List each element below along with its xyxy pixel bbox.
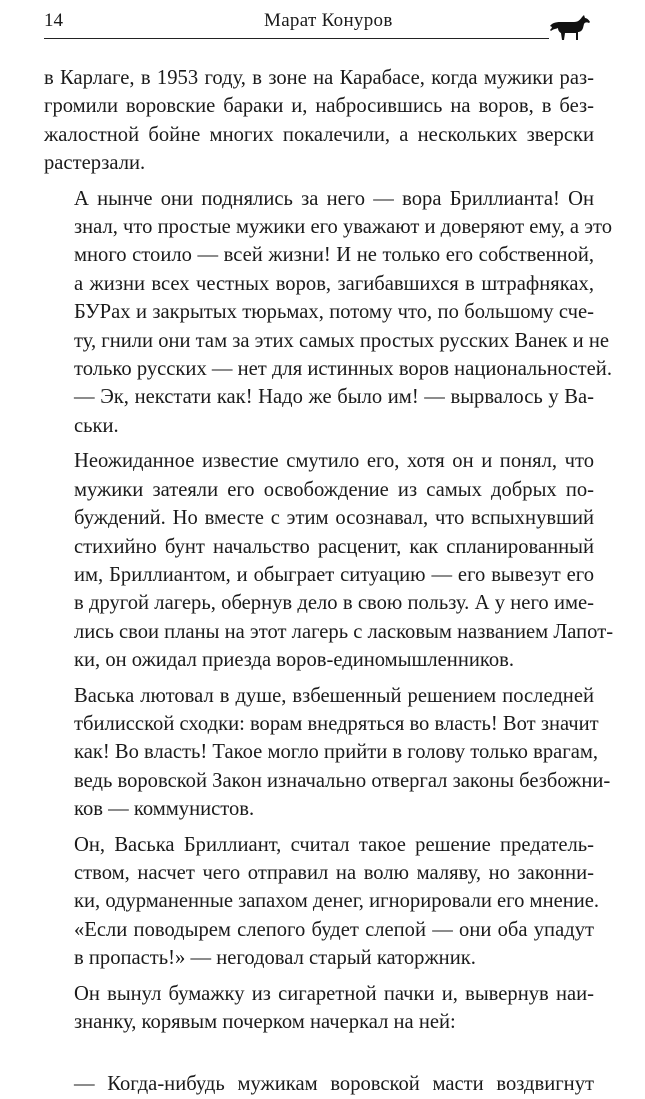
text-line: лись свои планы на этот лагерь с ласковым названием Лапот- — [74, 620, 614, 643]
paragraph-6 — [44, 831, 600, 916]
text-line: ки, он ожидал приезда воров-единомышленников. — [74, 649, 514, 672]
author-name: Марат Конуров — [264, 10, 393, 31]
paragraph-3 — [44, 383, 594, 440]
text-line: мужики затеяли его освобождение из самых добрых по- — [74, 478, 594, 501]
paragraph-9 — [44, 1070, 594, 1098]
text-line: стихийно бунт начальство расценит, как спланированный — [74, 535, 594, 558]
text-line: ки, одурманенные запахом денег, игнорировали его мнение. — [74, 890, 600, 913]
text-line: в Карлаге, в 1953 году, в зоне на Карабасе, когда мужики раз- — [44, 67, 594, 89]
paragraph-4 — [44, 447, 614, 674]
text-line: Неожиданное известие смутило его, хотя он и понял, что — [74, 450, 594, 473]
paragraph-2 — [44, 185, 613, 384]
text-line: Он, Васька Бриллиант, считал такое решение предатель- — [74, 833, 594, 856]
text-line: много стоило — всей жизни! И не только его собственной, — [74, 244, 594, 267]
text-line: ту, гнили они там за этих самых простых русских Ванек и не — [74, 329, 609, 352]
text-line: ством, насчет чего отправил на волю маляву, но законни- — [74, 861, 594, 884]
paragraph-8 — [44, 980, 594, 1037]
text-line: ков — коммунистов. — [74, 798, 255, 821]
text-line: жалостной бойне многих покалечили, а нескольких зверски — [44, 123, 594, 146]
text-line: в другой лагерь, обернув дело в свою пользу. А у него име- — [74, 592, 594, 615]
text-line: Он вынул бумажку из сигаретной пачки и, вывернув наи- — [74, 982, 594, 1005]
text-line: ведь воровской Закон изначально отвергал законы безбожни- — [74, 769, 611, 792]
text-line: знал, что простые мужики его уважают и доверяют ему, а это — [74, 216, 613, 239]
running-header — [44, 8, 599, 36]
paragraph-1 — [44, 64, 594, 178]
page-number: 14 — [44, 10, 63, 31]
text-line: знанку, корявым почерком начеркал на ней: — [74, 1011, 456, 1033]
text-line: громили воровские бараки и, набросившись на воров, в без- — [44, 95, 594, 118]
text-line: как! Во власть! Такое могло прийти в голову только врагам, — [74, 741, 599, 764]
text-line: А нынче они поднялись за него — вора Бриллианта! Он — [74, 187, 594, 210]
text-line: — Когда-нибудь мужикам воровской масти воздвигнут — [74, 1073, 594, 1096]
body-text — [44, 64, 614, 1099]
paragraph-7 — [44, 916, 594, 973]
text-line: растерзали. — [44, 152, 146, 175]
text-line: только русских — нет для истинных воров национальностей. — [74, 358, 612, 381]
text-line: а жизни всех честных воров, загибавшихся в штрафняках, — [74, 272, 594, 295]
text-line: в пропасть!» — негодовал старый каторжник. — [74, 947, 476, 970]
horse-icon — [547, 12, 593, 42]
text-line: буждений. Но вместе с этим осознавал, что вспыхнувший — [74, 507, 594, 530]
text-line: тбилисской сходки: ворам внедряться во власть! Вот значит — [74, 712, 599, 735]
paragraph-5 — [44, 682, 611, 824]
text-line: — Эк, некстати как! Надо же было им! — вырвалось у Ва- — [74, 386, 594, 409]
text-line: «Если поводырем слепого будет слепой — они оба упадут — [74, 918, 594, 941]
header-rule — [44, 38, 549, 39]
text-line: Васька лютовал в душе, взбешенный решением последней — [74, 684, 594, 707]
text-line: БУРах и закрытых тюрьмах, потому что, по большому сче- — [74, 301, 594, 324]
text-line: им, Бриллиантом, и обыграет ситуацию — его вывезут его — [74, 563, 594, 586]
text-line: ськи. — [74, 414, 119, 437]
